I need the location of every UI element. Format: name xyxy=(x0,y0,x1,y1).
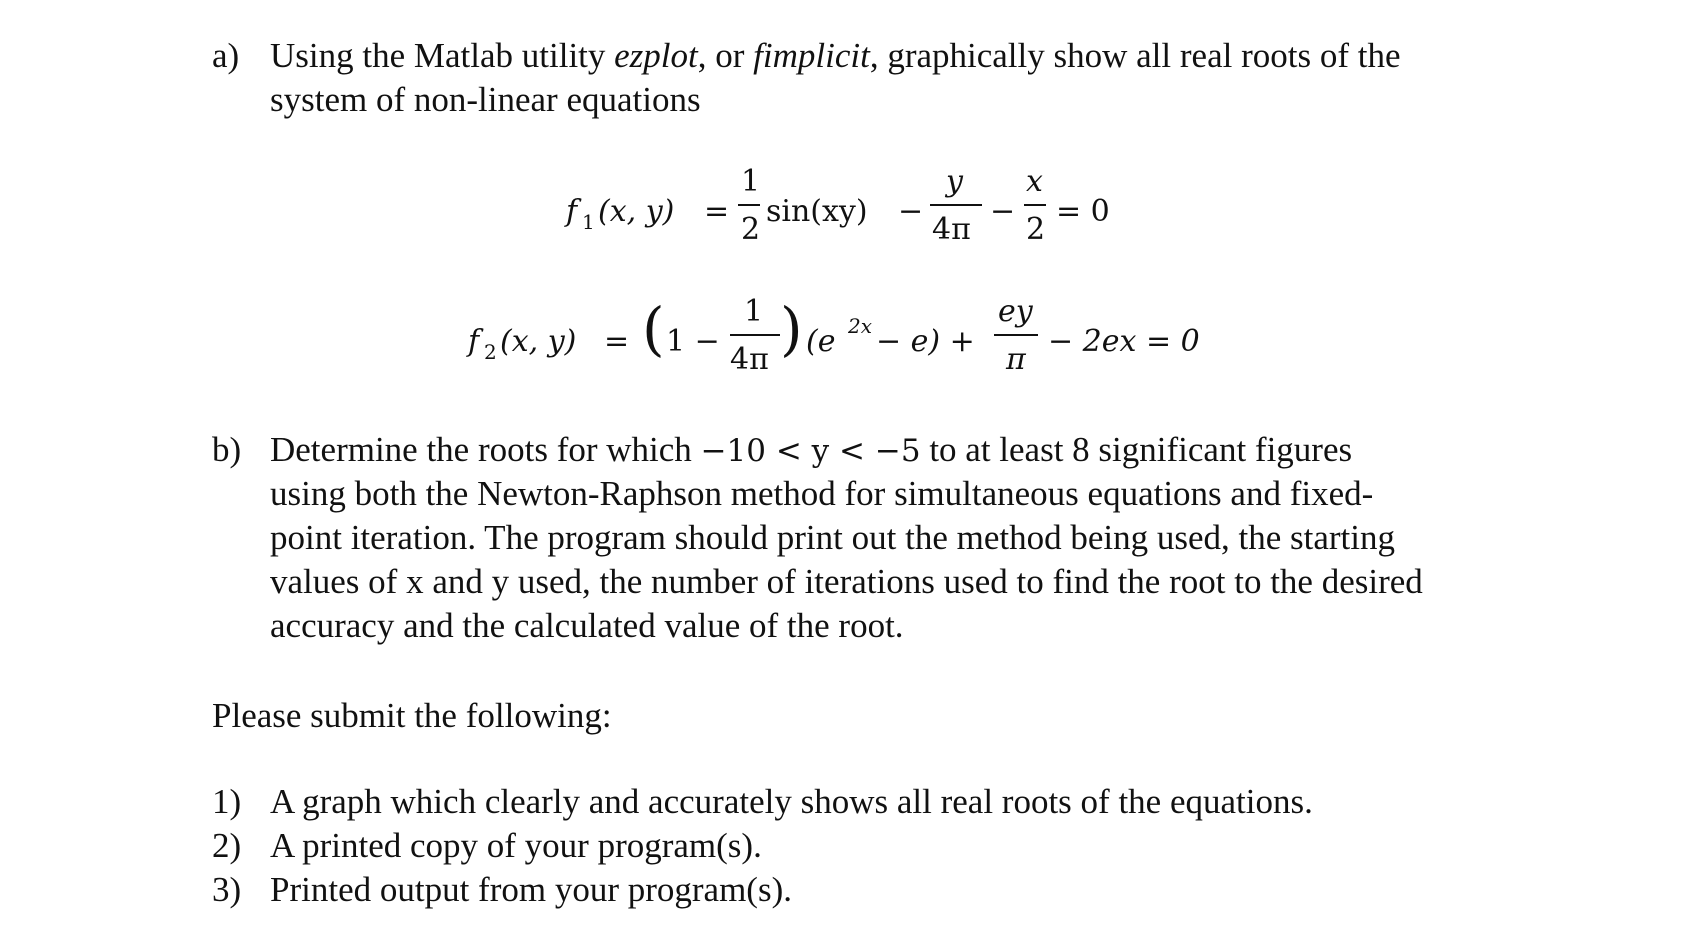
part-b-text xyxy=(270,428,1423,648)
part-b-line-3: point iteration. The program should print out the method being used, the starting xyxy=(270,518,1395,557)
eq2-equals: = xyxy=(604,324,630,359)
eq1-args: (x, y) xyxy=(598,194,675,229)
eq2-close-paren: ) xyxy=(780,295,803,363)
eq1-equals: = xyxy=(704,194,730,229)
eq1-minus2: − xyxy=(990,194,1016,229)
eq1-frac1-den: 2 xyxy=(741,212,761,247)
submit-heading: Please submit the following: xyxy=(212,696,612,735)
eq2-args: (x, y) xyxy=(500,324,577,359)
eq1-zero: = 0 xyxy=(1056,194,1110,229)
submit-item-text: A graph which clearly and accurately shows all real roots of the equations. xyxy=(270,782,1313,821)
eq1-frac3-den: 2 xyxy=(1026,212,1046,247)
eq2-frac1-num: 1 xyxy=(744,294,764,329)
eq2-frac2-bar xyxy=(994,334,1038,336)
eq1-frac2-num: y xyxy=(946,164,963,199)
eq2-open-paren: ( xyxy=(642,295,665,363)
eq2-exp-rest: − e) + xyxy=(876,324,975,359)
part-b-line-4: values of x and y used, the number of iterations used to find the root to the desired xyxy=(270,562,1423,601)
part-b-line-2: using both the Newton-Raphson method for simultaneous equations and fixed- xyxy=(270,474,1374,513)
eq1-f: f xyxy=(566,194,578,229)
eq1-frac2-den: 4π xyxy=(932,212,971,247)
eq2-tail: − 2ex = 0 xyxy=(1048,324,1200,359)
eq2-frac1-den: 4π xyxy=(730,342,769,377)
submit-item-number: 3) xyxy=(212,870,242,909)
y-range-inequality: −10 < y < −5 xyxy=(700,433,921,469)
eq1-sub: 1 xyxy=(582,210,595,234)
part-b-line-1: Determine the roots for which −10 < y < −5 to at least 8 significant figures xyxy=(270,430,1353,469)
submit-item-text: Printed output from your program(s). xyxy=(270,870,792,909)
eq2-exp-sup: 2x xyxy=(848,314,873,338)
eq2-exp-open: (e xyxy=(806,324,836,359)
part-b-marker: b) xyxy=(212,430,242,469)
eq2-one-minus: 1 − xyxy=(666,324,720,359)
submit-item-text: A printed copy of your program(s). xyxy=(270,826,762,865)
eq1-minus1: − xyxy=(898,194,924,229)
eq2-frac1-bar xyxy=(730,334,780,336)
part-a-marker: a) xyxy=(212,36,240,75)
eq2-f: f xyxy=(468,324,480,359)
submit-item-number: 1) xyxy=(212,782,242,821)
eq1-frac1-num: 1 xyxy=(741,164,761,199)
part-b-line-5: accuracy and the calculated value of the root. xyxy=(270,606,904,645)
eq2-frac2-den: π xyxy=(1006,342,1026,377)
eq2-sub: 2 xyxy=(484,340,497,364)
part-a-line-2: system of non-linear equations xyxy=(270,80,701,119)
submit-item-number: 2) xyxy=(212,826,242,865)
part-a-line-1: Using the Matlab utility ezplot, or fimplicit, graphically show all real roots of the xyxy=(270,36,1401,75)
ezplot-term: ezplot xyxy=(614,36,698,75)
eq2-frac2-num: ey xyxy=(998,294,1033,329)
eq1-sin: sin(xy) xyxy=(766,194,868,229)
eq1-frac3-num: x xyxy=(1026,164,1043,199)
fimplicit-term: fimplicit xyxy=(753,36,870,75)
